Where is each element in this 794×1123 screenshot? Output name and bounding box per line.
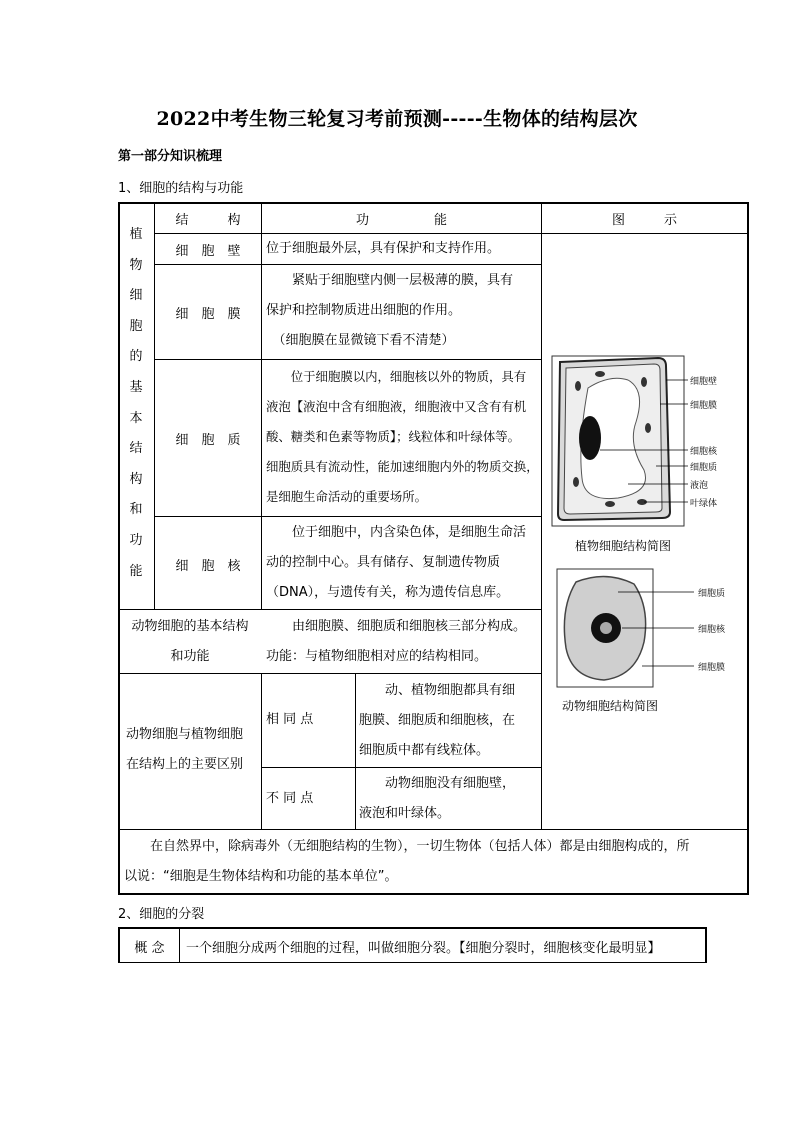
row-function [266, 234, 500, 264]
side-char: 胞 [129, 318, 143, 334]
function-line: 位于细胞中，内含染色体，是细胞生命活 [266, 525, 527, 540]
footer-line: 在自然界中，除病毒外（无细胞结构的生物），一切生物体（包括人体）都是由细胞构成的，所 [124, 839, 690, 854]
section-heading-2: 2、细胞的分裂 [118, 907, 205, 922]
same-content [359, 676, 515, 766]
plant-label: 细胞膜 [690, 401, 718, 411]
side-label [119, 220, 153, 587]
side-char: 细 [129, 288, 143, 304]
side-char: 结 [129, 441, 143, 457]
same-label: 相 同 点 [266, 712, 314, 727]
animal-cell-diagram [557, 569, 694, 687]
function-line: 动的控制中心。具有储存、复制遗传物质 [266, 555, 501, 570]
row-structure: 细 胞 膜 [175, 307, 241, 322]
diff-label: 不 同 点 [266, 791, 314, 806]
function-line: 保护和控制物质进出细胞的作用。 [266, 303, 462, 318]
plant-label: 叶绿体 [690, 499, 718, 509]
section-heading-1: 1、细胞的结构与功能 [118, 181, 244, 196]
content-line: 液泡和叶绿体。 [359, 806, 451, 821]
concept-text: 一个细胞分成两个细胞的过程，叫做细胞分裂。【细胞分裂时，细胞核变化最明显】 [186, 941, 661, 956]
row-structure: 细 胞 核 [175, 559, 241, 574]
animal-figure-caption: 动物细胞结构简图 [562, 699, 659, 713]
plant-label: 细胞壁 [690, 377, 718, 387]
footer-line: 以说：“细胞是生物体结构和功能的基本单位”。 [124, 869, 398, 884]
table-footer [124, 832, 744, 892]
side-char: 的 [129, 349, 143, 365]
function-line: （细胞膜在显微镜下看不清楚） [266, 333, 455, 348]
compare-label [126, 720, 243, 780]
content-line: 细胞质中都有线粒体。 [359, 743, 490, 758]
row-structure: 细 胞 壁 [175, 244, 241, 259]
animal-label: 细胞质 [698, 589, 726, 599]
plant-label: 细胞质 [690, 463, 718, 473]
concept-label: 概 念 [134, 941, 165, 956]
function-line: 细胞质具有流动性，能加速细胞内外的物质交换， [266, 459, 539, 474]
content-line: 功能：与植物细胞相对应的结构相同。 [266, 649, 488, 664]
content-line: 由细胞膜、细胞质和细胞核三部分构成。 [266, 619, 527, 634]
part-heading: 第一部分知识梳理 [118, 149, 223, 164]
content-line: 胞膜、细胞质和细胞核，在 [359, 713, 516, 728]
function-line: 酸、糖类和色素等物质】；线粒体和叶绿体等。 [266, 429, 521, 444]
label-line: 动物细胞与植物细胞 [126, 727, 244, 742]
header-structure: 结 构 [175, 213, 241, 228]
function-line: 液泡【液泡中含有细胞液，细胞液中又含有有机 [266, 399, 527, 414]
function-line: 位于细胞膜以内，细胞核以外的物质，具有 [266, 369, 527, 384]
label-line: 动物细胞的基本结构 [131, 619, 249, 634]
plant-cell-diagram [552, 356, 688, 526]
function-line: 位于细胞最外层，具有保护和支持作用。 [266, 241, 501, 256]
row-function [266, 362, 539, 512]
header-figure: 图 示 [611, 213, 677, 228]
label-line: 和功能 [170, 649, 210, 664]
function-line: 紧贴于细胞壁内侧一层极薄的膜，具有 [266, 273, 514, 288]
row-function [266, 266, 513, 356]
side-char: 和 [129, 502, 143, 518]
content-line: 动、植物细胞都具有细 [359, 683, 516, 698]
plant-label: 细胞核 [690, 447, 718, 457]
side-char: 基 [129, 379, 143, 395]
side-char: 本 [129, 410, 143, 426]
animal-row-content [266, 612, 526, 672]
plant-figure-caption: 植物细胞结构简图 [575, 539, 672, 553]
side-char: 能 [129, 563, 143, 579]
animal-label: 细胞膜 [698, 663, 726, 673]
function-line: 是细胞生命活动的重要场所。 [266, 489, 428, 504]
animal-label: 细胞核 [698, 625, 726, 635]
row-structure: 细 胞 质 [175, 433, 241, 448]
side-char: 构 [129, 471, 143, 487]
content-line: 动物细胞没有细胞壁， [359, 776, 516, 791]
side-char: 植 [129, 227, 143, 242]
row-function [266, 518, 526, 608]
header-function: 功 能 [355, 213, 447, 228]
side-char: 物 [129, 257, 143, 273]
diff-content [359, 769, 515, 829]
label-line: 在结构上的主要区别 [126, 757, 244, 772]
function-line: （DNA），与遗传有关，称为遗传信息库。 [266, 585, 510, 600]
side-char: 功 [129, 532, 143, 548]
page-title: 2022中考生物三轮复习考前预测-----生物体的结构层次 [156, 108, 638, 130]
plant-label: 液泡 [690, 481, 709, 491]
animal-row-label [119, 612, 261, 672]
